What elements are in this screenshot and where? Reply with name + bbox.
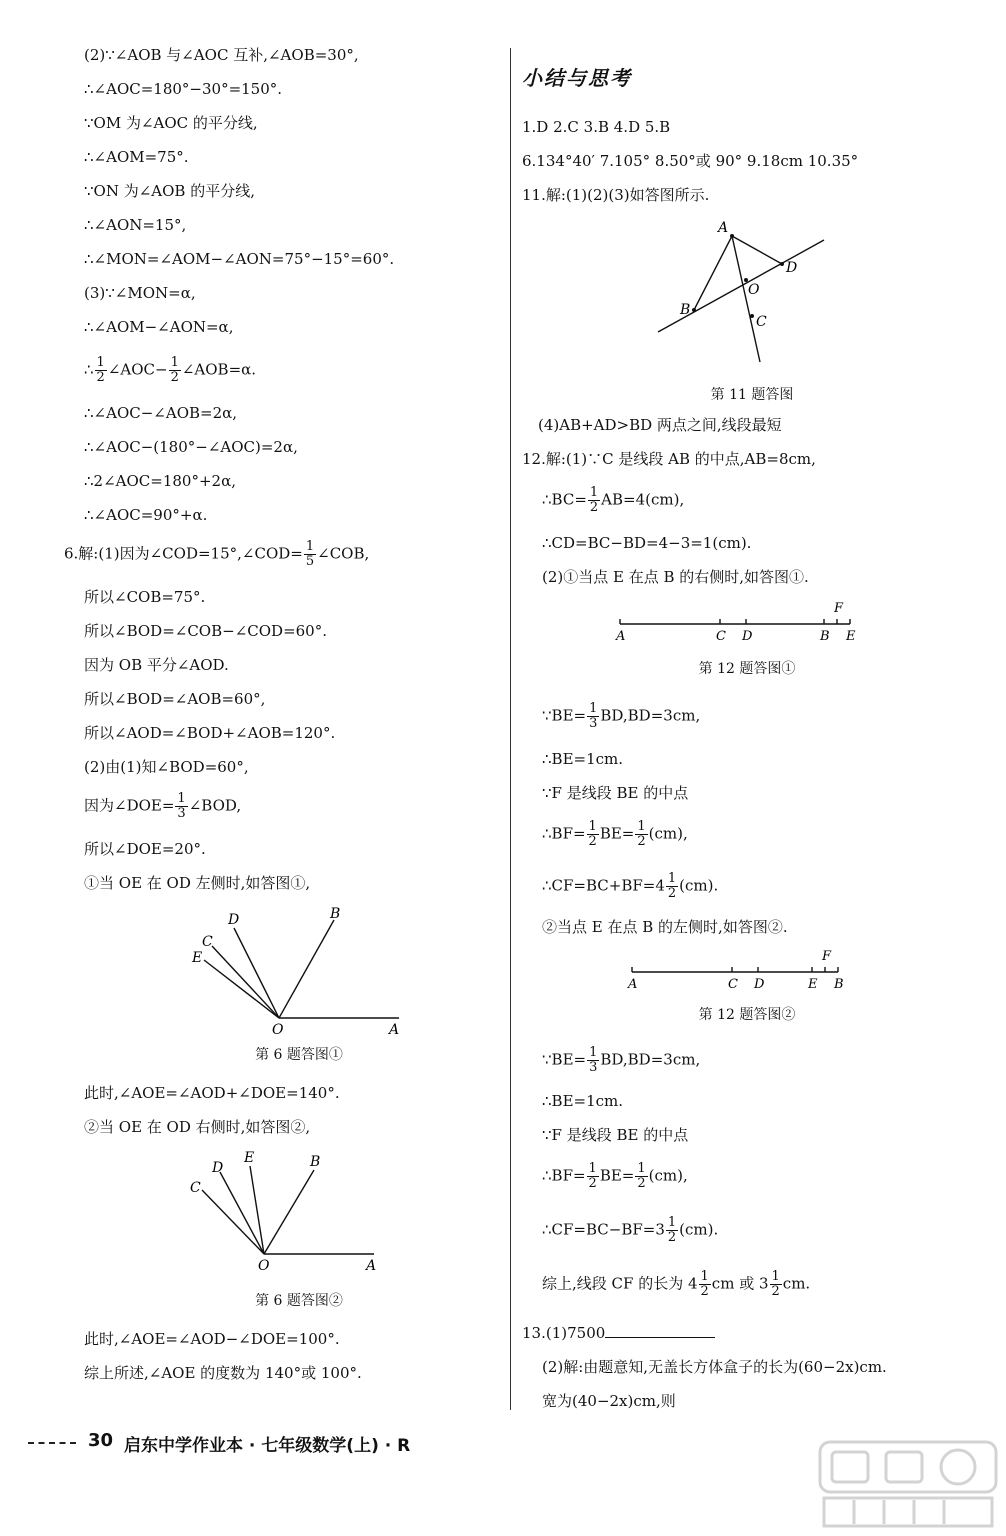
text-line: ①当 OE 在 OD 左侧时,如答图①, — [84, 874, 311, 892]
label-C: C — [716, 629, 726, 644]
question-6-line: 6.解:(1)因为∠COD=15°,∠COD= $\frac{1}{5}$ ∠COB, — [64, 539, 370, 569]
label-E: E — [192, 950, 203, 966]
label-A: A — [616, 629, 626, 644]
text-line: 所以∠AOD=∠BOD+∠AOB=120°. — [84, 724, 336, 742]
text-line: ∴∠AOC−(180°−∠AOC)=2α, — [84, 438, 298, 456]
text-line: (2)①当点 E 在点 B 的右侧时,如答图①. — [542, 568, 809, 586]
figure-12-1 — [612, 596, 872, 644]
label-B: B — [310, 1154, 321, 1170]
figure-caption: 第 6 题答图② — [255, 1293, 343, 1309]
label-F: F — [822, 949, 832, 964]
text-line: ∴∠AOC−∠AOB=2α, — [84, 404, 238, 422]
text-line: ∵F 是线段 BE 的中点 — [542, 784, 689, 802]
text-line: ∴∠AOC=90°+α. — [84, 506, 208, 524]
text-line: ∴∠AOM=75°. — [84, 148, 189, 166]
text-line: (2)解:由题意知,无盖长方体盒子的长为(60−2x)cm. — [542, 1358, 887, 1376]
text-line: 此时,∠AOE=∠AOD−∠DOE=100°. — [84, 1330, 340, 1348]
label-D: D — [742, 629, 753, 644]
text-line: 因为 OB 平分∠AOD. — [84, 656, 229, 674]
question-11: 11.解:(1)(2)(3)如答图所示. — [522, 186, 710, 204]
text-line: ∵OM 为∠AOC 的平分线, — [84, 114, 258, 132]
label-E: E — [808, 977, 818, 992]
label-C: C — [756, 314, 767, 330]
text-line: 所以∠COB=75°. — [84, 588, 206, 606]
figure-caption: 第 12 题答图② — [698, 1007, 796, 1023]
label-D: D — [754, 977, 765, 992]
fraction-line: ∴BC= $\frac{1}{2}$ AB=4(cm), — [542, 485, 685, 515]
question-13: 13.(1)7500 — [522, 1322, 715, 1344]
fraction-line: 因为∠DOE= $\frac{1}{3}$ ∠BOD, — [84, 791, 242, 821]
text-line: 综上所述,∠AOE 的度数为 140°或 100°. — [84, 1364, 362, 1382]
label-D: D — [786, 260, 798, 276]
text-line: ∴BE=1cm. — [542, 1092, 624, 1110]
text-line: (4)AB+AD>BD 两点之间,线段最短 — [538, 416, 782, 434]
text-line: (2)由(1)知∠BOD=60°, — [84, 758, 249, 776]
text-line: ∴CD=BC−BD=4−3=1(cm). — [542, 534, 752, 552]
text-line: 所以∠DOE=20°. — [84, 840, 206, 858]
figure-11 — [652, 216, 832, 366]
text-line: ②当 OE 在 OD 右侧时,如答图②, — [84, 1118, 311, 1136]
fraction-line: ∵BE= $\frac{1}{3}$ BD,BD=3cm, — [542, 701, 701, 731]
figure-6-1 — [184, 906, 414, 1036]
label-A: A — [366, 1258, 377, 1274]
text-line: ∴BE=1cm. — [542, 750, 624, 768]
fraction-line: ∴BF= $\frac{1}{2}$ BE= $\frac{1}{2}$ (cm), — [542, 819, 688, 849]
text-line: ∵F 是线段 BE 的中点 — [542, 1126, 689, 1144]
answer-underline — [605, 1337, 715, 1338]
figure-caption: 第 6 题答图① — [255, 1047, 343, 1063]
figure-6-2 — [184, 1150, 414, 1280]
fraction-line: ∴ $\frac{1}{2}$ ∠AOC− $\frac{1}{2}$ ∠AOB=α. — [84, 355, 257, 385]
question-12: 12.解:(1)∵C 是线段 AB 的中点,AB=8cm, — [522, 450, 816, 468]
label-C: C — [728, 977, 738, 992]
text-line: ∴∠AOC=180°−30°=150°. — [84, 80, 283, 98]
label-D: D — [228, 912, 240, 928]
footer-dash — [28, 1442, 76, 1444]
label-E: E — [846, 629, 856, 644]
page-number: 30 — [88, 1430, 114, 1451]
label-O: O — [272, 1022, 284, 1036]
section-title: 小结与思考 — [522, 66, 632, 90]
answer-line: 6.134°40′ 7.105° 8.50°或 90° 9.18cm 10.35° — [522, 152, 859, 170]
summary-line: 综上,线段 CF 的长为 4 $\frac{1}{2}$ cm 或 3 $\frac{1}{2}$ cm. — [542, 1269, 811, 1299]
label-A: A — [628, 977, 638, 992]
label-A: A — [389, 1022, 400, 1036]
label-C: C — [202, 934, 213, 950]
column-divider — [510, 48, 511, 1410]
label-O: O — [748, 282, 760, 298]
fraction-line: ∴BF= $\frac{1}{2}$ BE= $\frac{1}{2}$ (cm), — [542, 1161, 688, 1191]
text-line: ∴∠AOM−∠AON=α, — [84, 318, 234, 336]
text-line: ∴∠MON=∠AOM−∠AON=75°−15°=60°. — [84, 250, 395, 268]
text-line: 宽为(40−2x)cm,则 — [542, 1392, 676, 1410]
text-line: (2)∵∠AOB 与∠AOC 互补,∠AOB=30°, — [84, 46, 359, 64]
label-B: B — [330, 906, 341, 922]
label-C: C — [190, 1180, 201, 1196]
text-line: ②当点 E 在点 B 的左侧时,如答图②. — [542, 918, 788, 936]
text-line: 所以∠BOD=∠AOB=60°, — [84, 690, 266, 708]
figure-caption: 第 11 题答图 — [710, 387, 794, 403]
fraction-line: ∴CF=BC+BF=4 $\frac{1}{2}$ (cm). — [542, 871, 719, 901]
text-line: ∴∠AON=15°, — [84, 216, 187, 234]
label-A: A — [718, 220, 729, 236]
fraction-line: ∵BE= $\frac{1}{3}$ BD,BD=3cm, — [542, 1045, 701, 1075]
fraction-line: ∴CF=BC−BF=3 $\frac{1}{2}$ (cm). — [542, 1215, 719, 1245]
watermark-logo — [818, 1440, 998, 1530]
text-line: ∴2∠AOC=180°+2α, — [84, 472, 236, 490]
label-B: B — [834, 977, 844, 992]
figure-caption: 第 12 题答图① — [698, 661, 796, 677]
answer-line: 1.D 2.C 3.B 4.D 5.B — [522, 118, 671, 136]
text-line: 此时,∠AOE=∠AOD+∠DOE=140°. — [84, 1084, 340, 1102]
label-B: B — [680, 302, 691, 318]
text-line: ∵ON 为∠AOB 的平分线, — [84, 182, 255, 200]
text-line: 所以∠BOD=∠COB−∠COD=60°. — [84, 622, 327, 640]
book-title: 启东中学作业本 · 七年级数学(上) · R — [124, 1436, 411, 1456]
label-O: O — [258, 1258, 270, 1274]
label-F: F — [834, 601, 844, 616]
label-D: D — [212, 1160, 224, 1176]
label-B: B — [820, 629, 830, 644]
label-E: E — [244, 1150, 255, 1166]
figure-12-2 — [622, 944, 862, 992]
text-line: (3)∵∠MON=α, — [84, 284, 196, 302]
